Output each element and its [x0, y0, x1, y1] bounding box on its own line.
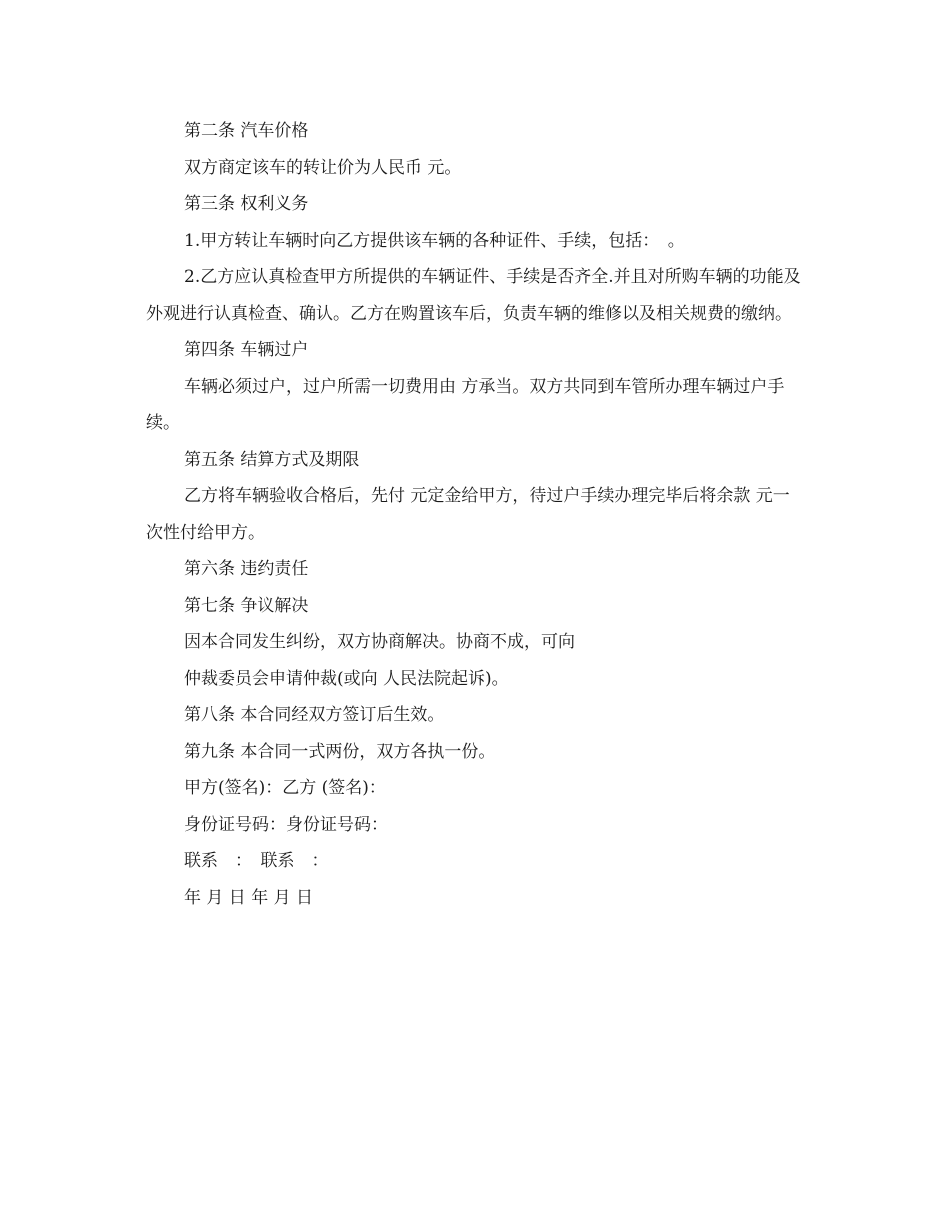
- clause-5-heading: 第五条 结算方式及期限: [184, 449, 360, 470]
- clause-9: 第九条 本合同一式两份，双方各执一份。: [184, 741, 496, 762]
- clause-7-text-1: 因本合同发生纠纷，双方协商解决。协商不成，可向: [184, 632, 575, 652]
- clause-4-text: 车辆必须过户，过户所需一切费用由 方承当。双方共同到车管所办理车辆过户手续。: [146, 376, 785, 433]
- contact-line: 联系 ： 联系 ：: [184, 851, 329, 871]
- clause-3-heading: 第三条 权利义务: [184, 194, 309, 214]
- clause-3-item-2: 2.乙方应认真检查甲方所提供的车辆证件、手续是否齐全.并且对所购车辆的功能及外观进行认真检查、确认。乙方在购置该车后，负责车辆的维修以及相关规费的缴纳。: [146, 267, 801, 324]
- signature-line: 甲方(签名)：乙方 (签名)：: [184, 778, 386, 798]
- clause-7-text-2: 仲裁委员会申请仲裁(或向 人民法院起诉)。: [184, 668, 509, 689]
- clause-8: 第八条 本合同经双方签订后生效。: [184, 705, 445, 725]
- id-number-line: 身份证号码：身份证号码：: [184, 814, 388, 835]
- clause-7-heading: 第七条 争议解决: [184, 595, 309, 616]
- clause-4-heading: 第四条 车辆过户: [184, 340, 309, 360]
- clause-2-heading: 第二条 汽车价格: [184, 121, 309, 141]
- date-line: 年 月 日 年 月 日: [184, 887, 314, 908]
- contract-body: [146, 113, 806, 916]
- clause-5-text: 乙方将车辆验收合格后，先付 元定金给甲方，待过户手续办理完毕后将余款 元一次性付给甲方。: [146, 486, 790, 543]
- clause-3-item-1: 1.甲方转让车辆时向乙方提供该车辆的各种证件、手续，包括： 。: [184, 230, 685, 251]
- clause-6-heading: 第六条 违约责任: [184, 559, 309, 579]
- clause-2-text: 双方商定该车的转让价为人民币 元。: [184, 157, 462, 178]
